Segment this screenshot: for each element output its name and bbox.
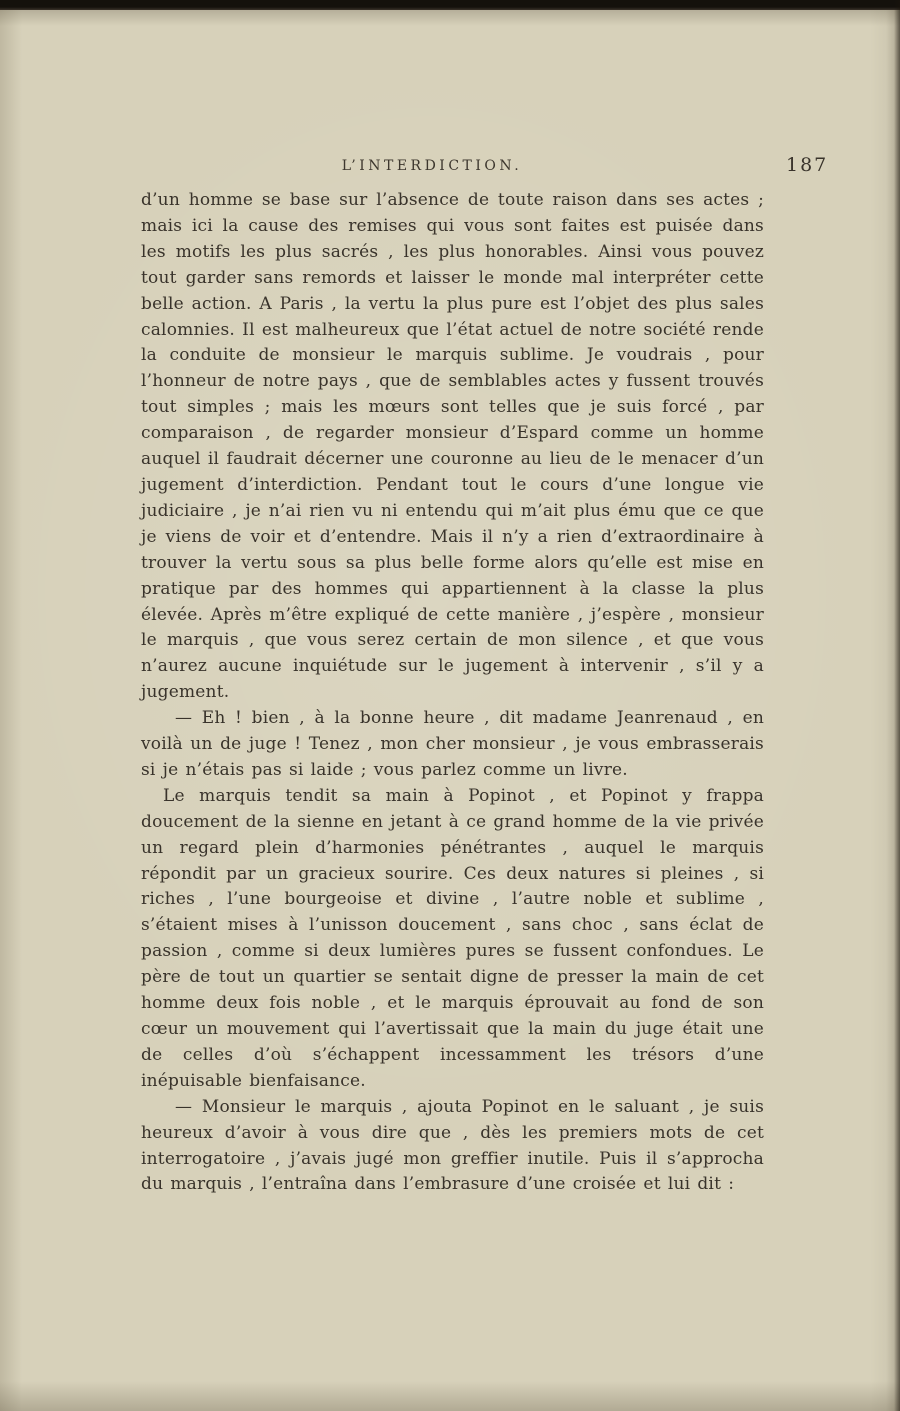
- page-number: 187: [786, 154, 829, 176]
- scan-edge-right: [894, 0, 900, 1411]
- paragraph-continuation: d’un homme se base sur l’absence de toute raison dans ses actes ; mais ici la cause des remises qui vous sont faites est puisée dans les motifs les plus sacrés , les plus honorables. Ainsi vous pouvez tout garder sans remords et laisser le monde mal interpréter cette belle action. A Paris , la vertu la plus pure est l’objet des plus sales calomnies. Il est malheureux que l’état actuel de notre société rende la conduite de monsieur le marquis sublime. Je voudrais , pour l’honneur de notre pays , que de semblables actes y fussent trouvés tout simples ; mais les mœurs sont telles que je suis forcé , par comparaison , de regarder monsieur d’Espard comme un homme auquel il faudrait décerner une couronne au lieu de le menacer d’un jugement d’interdiction. Pendant tout le cours d’une longue vie judiciaire , je n’ai rien vu ni entendu qui m’ait plus ému que ce que je viens de voir et d’entendre. Mais il n’y a rien d’extraordinaire à trouver la vertu sous sa plus belle forme alors qu’elle est mise en pratique par des hommes qui appartiennent à la classe la plus élevée. Après m’être expliqué de cette manière , j’espère , monsieur le marquis , que vous serez certain de mon silence , et que vous n’aurez aucune inquiétude sur le jugement à intervenir , s’il y a jugement.: [141, 190, 764, 703]
- body-text-block: [141, 188, 764, 1198]
- paragraph-narrative: Le marquis tendit sa main à Popinot , et Popinot y frappa doucement de la sienne en jetant à ce grand homme de la vie privée un regard plein d’harmonies pénétrantes , auquel le marquis répondit par un gracieux sourire. Ces deux natures si pleines , si riches , l’une bourgeoise et divine , l’autre noble et sublime , s’étaient mises à l’unisson doucement , sans choc , sans éclat de passion , comme si deux lumières pures se fussent confondues. Le père de tout un quartier se sentait digne de presser la main de cet homme deux fois noble , et le marquis éprouvait au fond de son cœur un mouvement qui l’avertissait que la main du juge était une de celles d’où s’échappent incessamment les trésors d’une inépuisable bienfaisance.: [141, 785, 764, 1091]
- running-header: [0, 154, 900, 182]
- scan-edge-top: [0, 0, 900, 10]
- paragraph-dialogue-popinot: — Monsieur le marquis , ajouta Popinot en le saluant , je suis heureux d’avoir à vous dire que , dès les premiers mots de cet interrogatoire , j’avais jugé mon greffier inutile. Puis il s’approcha du marquis , l’entraîna dans l’embrasure d’une croisée et lui dit :: [141, 1096, 764, 1195]
- paragraph-dialogue-jeanrenaud: — Eh ! bien , à la bonne heure , dit madame Jeanrenaud , en voilà un de juge ! Tenez , mon cher monsieur , je vous embrasserais si je n’étais pas si laide ; vous parlez comme un livre.: [141, 708, 764, 780]
- running-title: L’INTERDICTION.: [341, 158, 523, 174]
